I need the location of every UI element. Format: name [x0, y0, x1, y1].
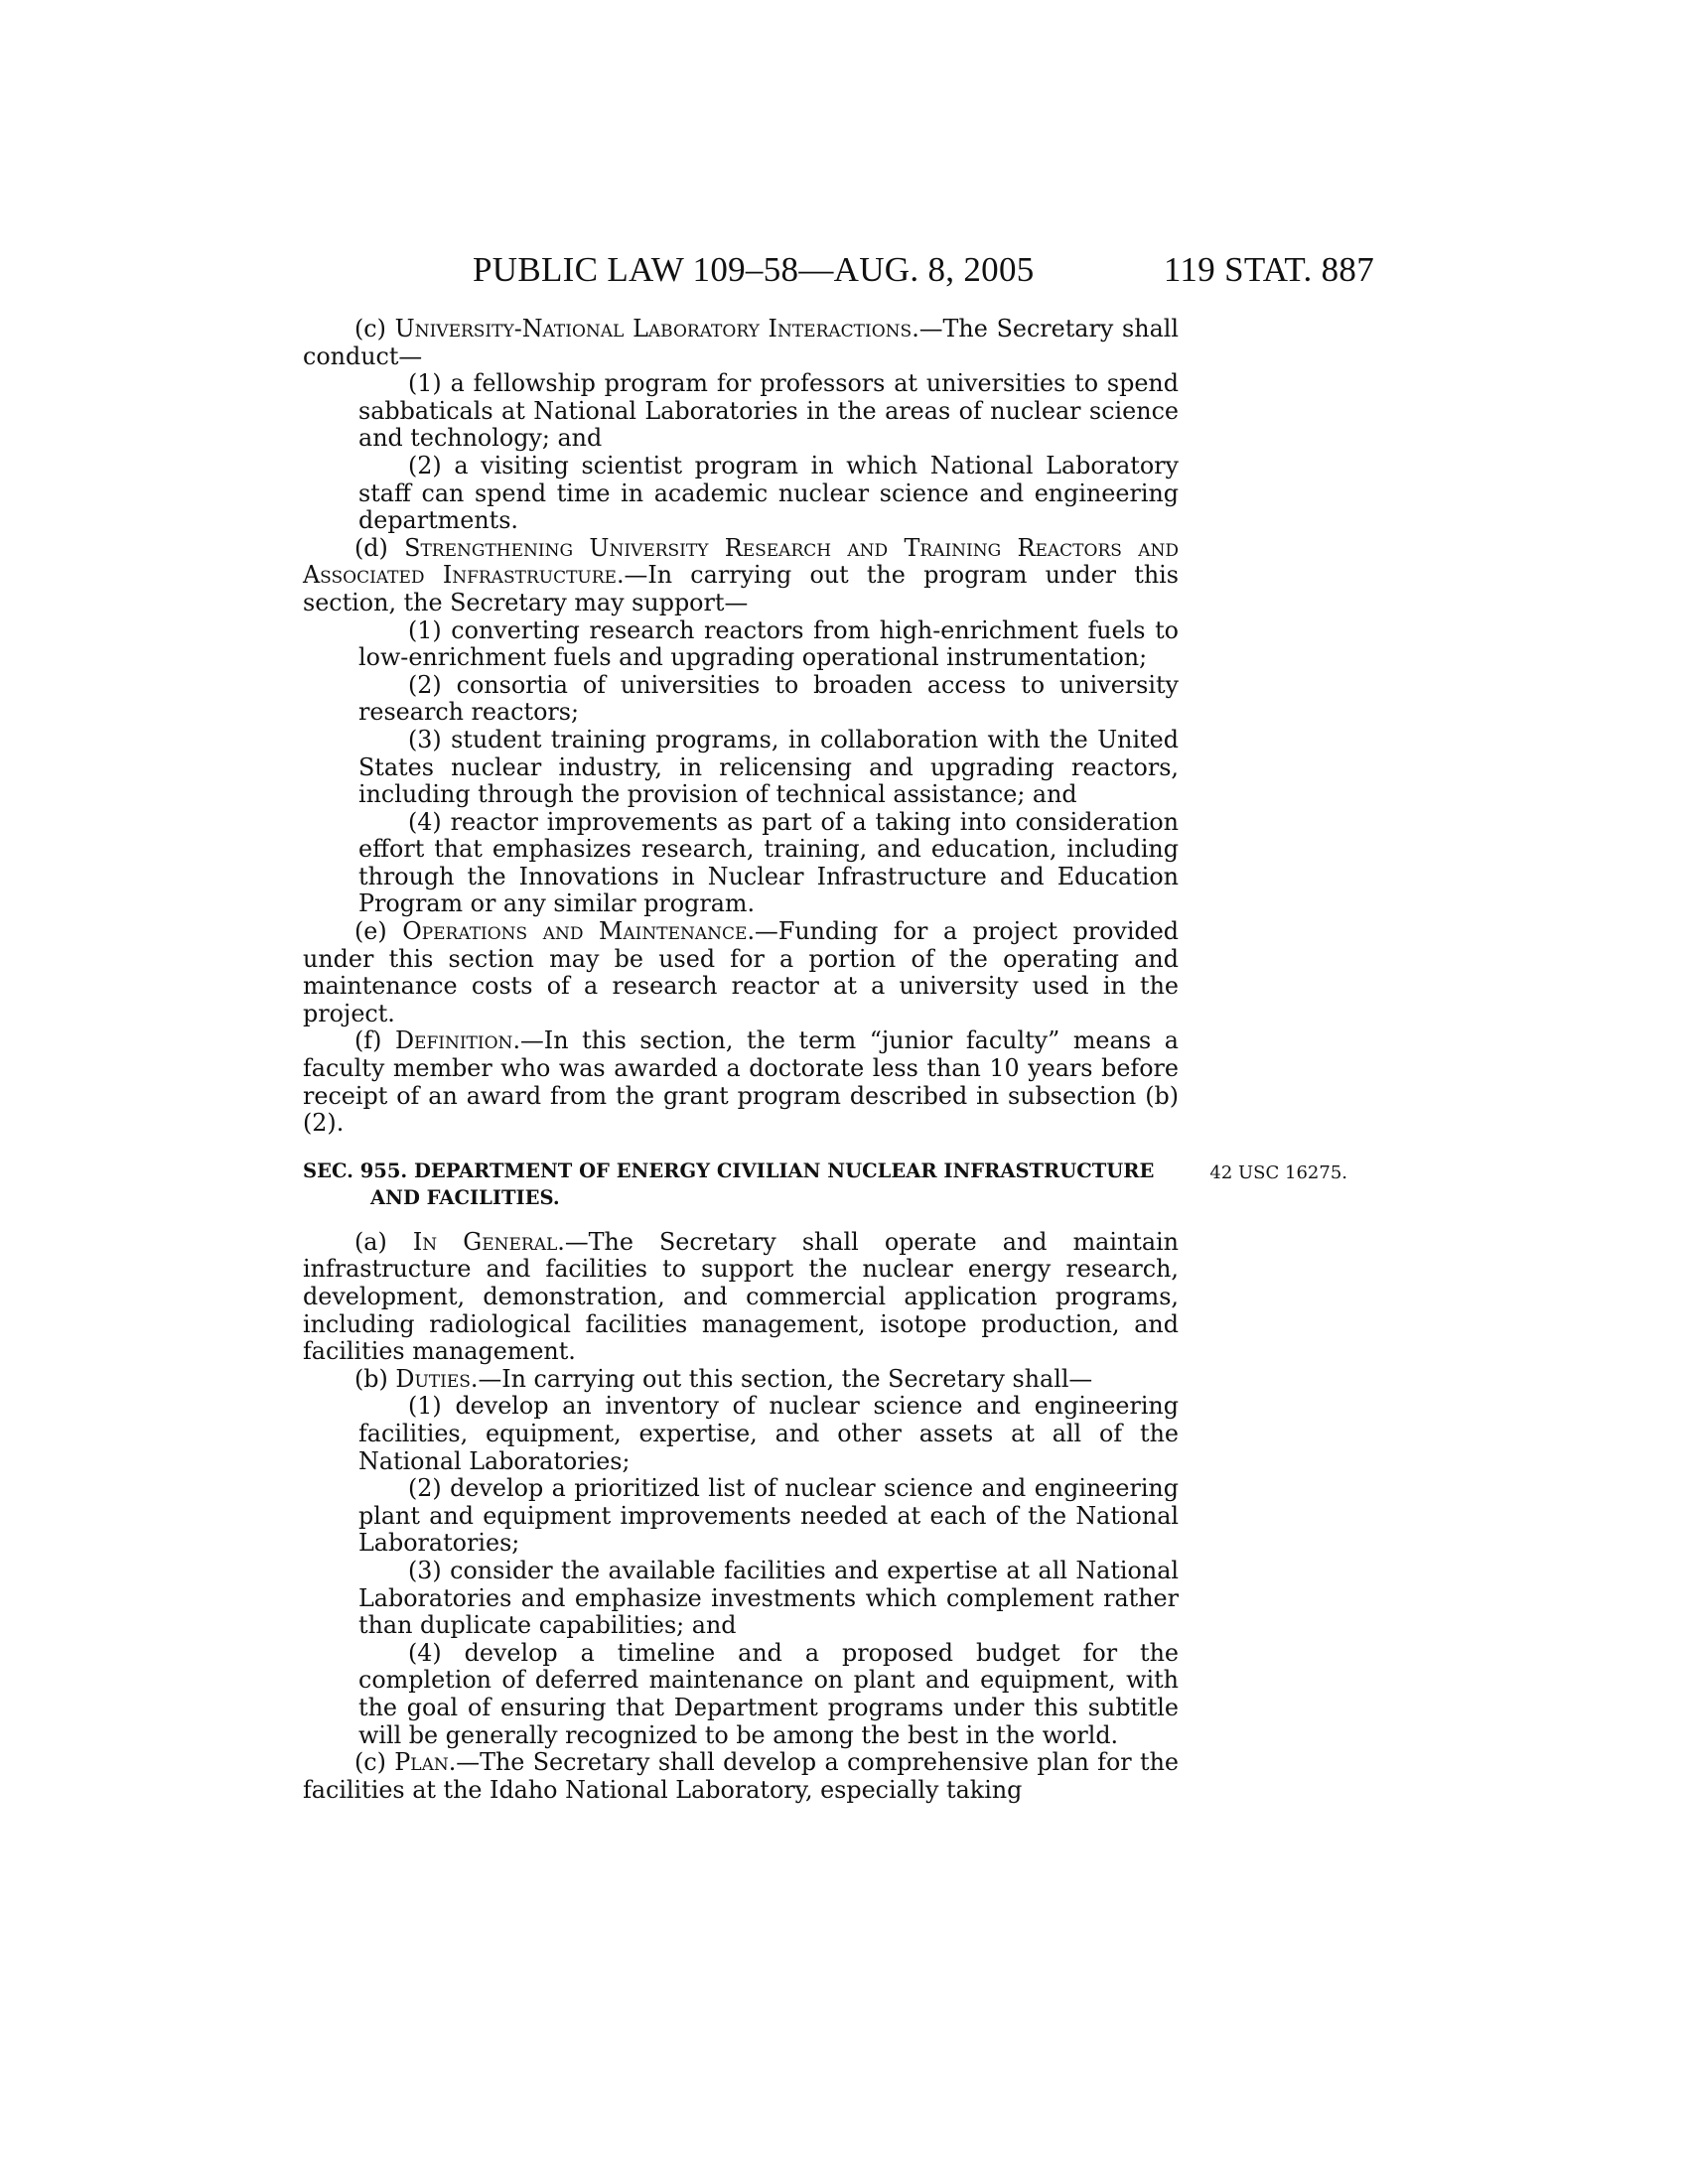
subsection-heading: University-National Laboratory Interactions	[394, 315, 913, 342]
d-item-3: (3) student training programs, in collaboration with the United States nuclear industry, in relicensing and upgrading reactors, including through the provision of technical assistance; and	[358, 725, 1179, 809]
subsection-c-university-interactions: (c) University-National Laboratory Interactions.—The Secretary shall conduct—	[303, 315, 1179, 370]
subsection-heading: Strengthening University Research and Training Reactors and Associated Infrastructure	[303, 533, 1179, 590]
section-heading: SEC. 955. DEPARTMENT OF ENERGY CIVILIAN NUCLEAR INFRASTRUCTURE AND FACILITIES.	[303, 1159, 1155, 1209]
statute-page-reference: 119 STAT. 887	[1163, 250, 1374, 289]
subsection-c-plan: (c) Plan.—The Secretary shall develop a comprehensive plan for the facilities at the Idaho National Laboratory, especially taking	[303, 1748, 1179, 1804]
margin-citation: 42 USC 16275.	[1209, 1161, 1347, 1183]
subsection-heading: Plan	[394, 1748, 449, 1777]
subsection-heading: Operations and Maintenance	[402, 917, 748, 946]
subsection-e-operations: (e) Operations and Maintenance.—Funding for a project provided under this section may be used for a portion of the operating and maintenance costs of a research reactor at a university used in the project.	[303, 917, 1180, 1027]
c-item-2: (2) a visiting scientist program in which National Laboratory staff can spend time in academic nuclear science and engineering departments.	[358, 451, 1179, 535]
running-head-title: PUBLIC LAW 109–58—AUG. 8, 2005	[473, 250, 1035, 289]
subsection-heading: In General	[412, 1227, 558, 1256]
d-item-4: (4) reactor improvements as part of a taking into consideration effort that emphasizes research, training, and education, including through the Innovations in Nuclear Infrastructure and Education Program or any similar program.	[358, 807, 1179, 918]
c-item-1: (1) a fellowship program for professors at universities to spend sabbaticals at National Laboratories in the areas of nuclear science and technology; and	[358, 369, 1179, 453]
subsection-heading: Duties	[395, 1364, 471, 1393]
d-item-2: (2) consortia of universities to broaden access to university research reactors;	[358, 670, 1179, 727]
subsection-a-in-general: (a) In General.—The Secretary shall operate and maintain infrastructure and facilities to support the nuclear energy research, development, demonstration, and commercial application programs, including radiological facilities management, isotope production, and facilities management.	[303, 1227, 1179, 1366]
b-item-3: (3) consider the available facilities and expertise at all National Laboratories and emphasize investments which complement rather than duplicate capabilities; and	[358, 1556, 1179, 1640]
subsection-d-strengthening: (d) Strengthening University Research and Training Reactors and Associated Infrastructure.—In carrying out the program under this section, the Secretary may support—	[303, 533, 1179, 616]
subsection-b-duties: (b) Duties.—In carrying out this section, the Secretary shall—	[354, 1364, 1093, 1393]
b-item-4: (4) develop a timeline and a proposed budget for the completion of deferred maintenance on plant and equipment, with the goal of ensuring that Department programs under this subtitle will be generally recognized to be among the best in the world.	[358, 1638, 1179, 1749]
d-item-1: (1) converting research reactors from high-enrichment fuels to low-enrichment fuels and upgrading operational instrumentation;	[358, 615, 1179, 672]
body-text	[303, 315, 1347, 1804]
subsection-f-definition: (f) Definition.—In this section, the term “junior faculty” means a faculty member who was awarded a doctorate less than 10 years before receipt of an award from the grant program described in subsection (b)(2).	[303, 1026, 1179, 1138]
b-item-1: (1) develop an inventory of nuclear science and engineering facilities, equipment, expertise, and other assets at all of the National Laboratories;	[358, 1392, 1179, 1475]
section-955-block	[303, 1158, 1347, 1211]
b-item-2: (2) develop a prioritized list of nuclear science and engineering plant and equipment improvements needed at each of the National Laboratories;	[358, 1474, 1179, 1558]
subsection-heading: Definition	[394, 1026, 513, 1055]
